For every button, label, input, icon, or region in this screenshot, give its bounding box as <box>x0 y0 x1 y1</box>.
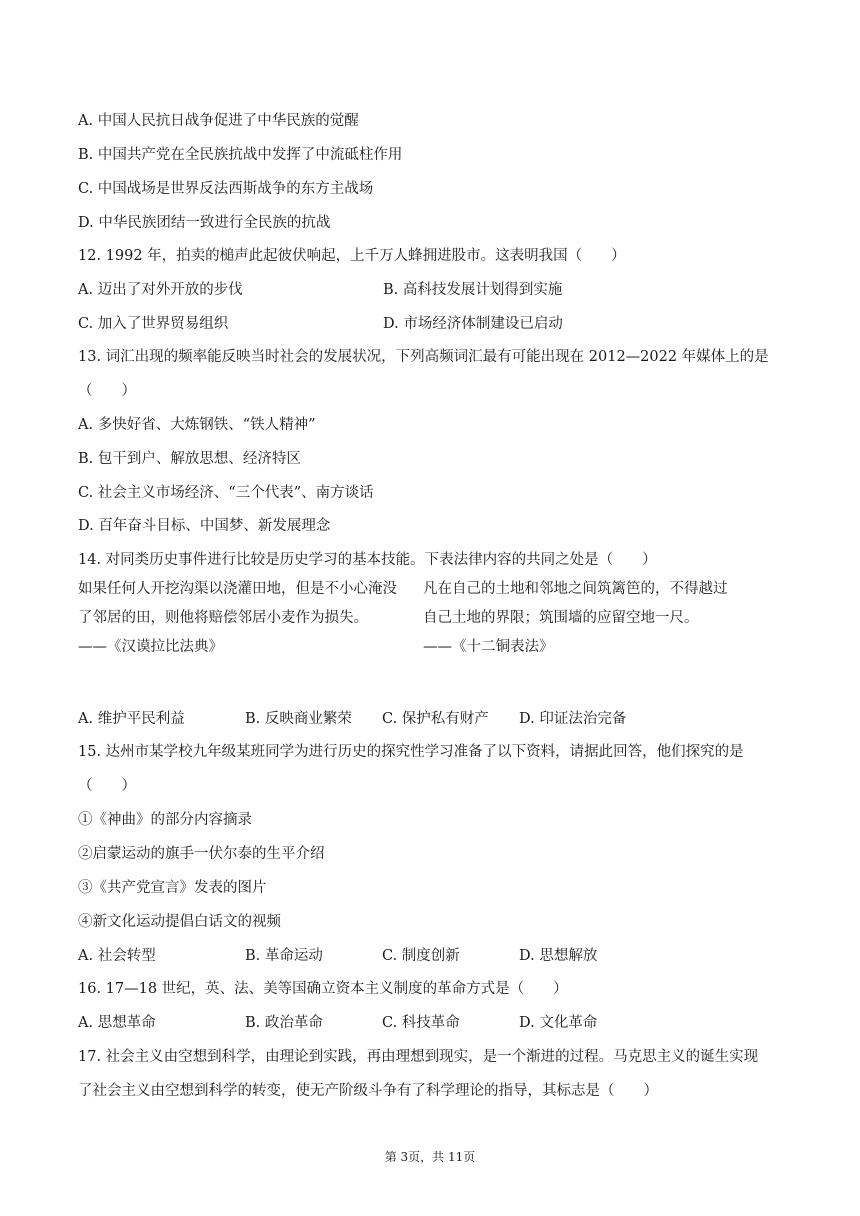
q13-stem-line2: （ ） <box>78 383 136 399</box>
page-footer: 第 3页，共 11页 <box>384 1150 476 1164</box>
q16-option-c: C. 科技革命 <box>382 1015 460 1031</box>
q13-option-d: D. 百年奋斗目标、中国梦、新发展理念 <box>78 518 331 534</box>
q14-option-a: A. 维护平民利益 <box>78 711 185 727</box>
q15-item-3: ③《共产党宣言》发表的图片 <box>78 880 267 896</box>
q12-option-d: D. 市场经济体制建设已启动 <box>383 316 563 332</box>
q12-option-c: C. 加入了世界贸易组织 <box>78 316 229 332</box>
q14-left-text-line1: 如果任何人开挖沟渠以浇灌田地，但是不小心淹没 <box>78 581 397 597</box>
q15-option-a: A. 社会转型 <box>78 948 156 964</box>
q15-stem-line1: 15. 达州市某学校九年级某班同学为进行历史的探究性学习准备了以下资料，请据此回答，他们探究的是 <box>78 744 744 760</box>
q15-stem-line2: （ ） <box>78 778 136 794</box>
q15-item-1: ①《神曲》的部分内容摘录 <box>78 812 252 828</box>
q13-option-a: A. 多快好省、大炼钢铁、“铁人精神” <box>78 417 316 433</box>
q14-option-d: D. 印证法治完备 <box>519 711 627 727</box>
q16-option-d: D. 文化革命 <box>519 1015 598 1031</box>
q17-stem-line2: 了社会主义由空想到科学的转变，使无产阶级斗争有了科学理论的指导，其标志是（ ） <box>78 1083 658 1099</box>
q11-option-a: A. 中国人民抗日战争促进了中华民族的觉醒 <box>78 113 359 129</box>
q11-option-d: D. 中华民族团结一致进行全民族的抗战 <box>78 215 331 231</box>
q12-stem: 12. 1992 年，拍卖的槌声此起彼伏响起，上千万人蜂拥进股市。这表明我国（ ） <box>78 248 626 264</box>
q15-option-c: C. 制度创新 <box>382 948 460 964</box>
q14-left-text-line2: 了邻居的田，则他将赔偿邻居小麦作为损失。 <box>78 610 368 626</box>
q14-left-source: ——《汉谟拉比法典》 <box>78 639 223 655</box>
q16-option-b: B. 政治革命 <box>245 1015 323 1031</box>
q12-option-a: A. 迈出了对外开放的步伐 <box>78 282 243 298</box>
q14-stem: 14. 对同类历史事件进行比较是历史学习的基本技能。下表法律内容的共同之处是（ ） <box>78 552 657 568</box>
q13-option-c: C. 社会主义市场经济、“三个代表”、南方谈话 <box>78 485 374 501</box>
q14-right-source: ——《十二铜表法》 <box>423 639 554 655</box>
q14-right-text-line2: 自己土地的界限；筑围墙的应留空地一尺。 <box>423 610 699 626</box>
q11-option-b: B. 中国共产党在全民族抗战中发挥了中流砥柱作用 <box>78 147 403 163</box>
q16-option-a: A. 思想革命 <box>78 1015 156 1031</box>
q13-option-b: B. 包干到户、解放思想、经济特区 <box>78 451 301 467</box>
q17-stem-line1: 17. 社会主义由空想到科学，由理论到实践，再由理想到现实，是一个渐进的过程。马克思主义的诞生实现 <box>78 1049 759 1065</box>
q15-item-2: ②启蒙运动的旗手一伏尔泰的生平介绍 <box>78 846 325 862</box>
q11-option-c: C. 中国战场是世界反法西斯战争的东方主战场 <box>78 181 374 197</box>
q14-right-text-line1: 凡在自己的土地和邻地之间筑篱笆的，不得越过 <box>423 581 728 597</box>
q12-option-b: B. 高科技发展计划得到实施 <box>383 282 563 298</box>
q15-option-d: D. 思想解放 <box>519 948 598 964</box>
q13-stem-line1: 13. 词汇出现的频率能反映当时社会的发展状况，下列高频词汇最有可能出现在 2012—2022 年媒体上的是 <box>78 349 769 365</box>
q14-option-c: C. 保护私有财产 <box>382 711 489 727</box>
q15-item-4: ④新文化运动提倡白话文的视频 <box>78 914 281 930</box>
q16-stem: 16. 17—18 世纪，英、法、美等国确立资本主义制度的革命方式是（ ） <box>78 981 568 997</box>
q14-option-b: B. 反映商业繁荣 <box>245 711 352 727</box>
q15-option-b: B. 革命运动 <box>245 948 323 964</box>
